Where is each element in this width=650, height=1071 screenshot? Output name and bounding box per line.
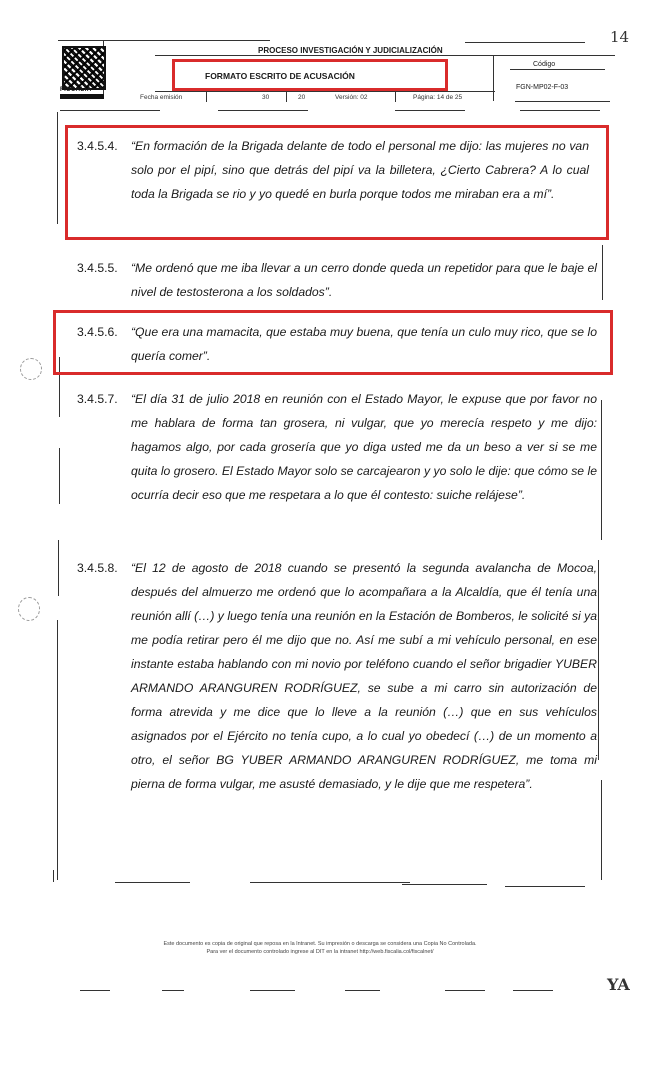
margin-line (598, 560, 599, 760)
header-line (100, 40, 270, 41)
header-divider (206, 92, 207, 102)
logo-bar (60, 94, 104, 99)
header-line (520, 110, 600, 111)
header-divider (395, 92, 396, 102)
footer-line (513, 990, 553, 991)
margin-line (57, 112, 58, 224)
footer-line (80, 990, 110, 991)
punch-hole-mark (18, 597, 40, 621)
list-item (77, 134, 589, 206)
margin-line (58, 540, 59, 596)
footer-disclaimer (100, 940, 540, 956)
footer-line-1: Este documento es copia de original que reposa en la Intranet. Su impresión o descarga se considera una Copia No Controlada. (163, 941, 477, 947)
pagina-label: Página: 14 de 25 (413, 94, 463, 101)
footer-line (250, 882, 410, 883)
handwritten-page-number: 14 (610, 28, 630, 46)
margin-line (601, 400, 602, 540)
margin-line (601, 780, 602, 880)
fecha-day: 30 (262, 94, 270, 101)
header-line (218, 110, 308, 111)
list-item (77, 556, 597, 796)
footer-line (505, 886, 585, 887)
list-item (77, 256, 597, 304)
version-label: Versión: 02 (335, 94, 368, 101)
item-text: “Me ordenó que me iba llevar a un cerro donde queda un repetidor para que le baje el nivel de testosterona a los soldados”. (131, 261, 597, 299)
form-title: FORMATO ESCRITO DE ACUSACIÓN (205, 71, 355, 81)
fiscalia-logo (62, 46, 106, 90)
footer-line (115, 882, 190, 883)
item-text: “Que era una mamacita, que estaba muy buena, que tenía un culo muy rico, que se lo quería comer”. (131, 325, 597, 363)
item-number: 3.4.5.4. (77, 139, 118, 153)
item-number: 3.4.5.8. (77, 561, 118, 575)
footer-line (345, 990, 380, 991)
footer-line (402, 884, 487, 885)
header-line (465, 42, 585, 43)
handwritten-initials: YA (607, 975, 630, 994)
codigo-label: Código (533, 61, 556, 68)
fecha-year: 20 (298, 94, 306, 101)
margin-line (602, 245, 603, 300)
header-line (60, 110, 160, 111)
fecha-label: Fecha emisión (140, 94, 183, 101)
item-number: 3.4.5.5. (77, 261, 118, 275)
margin-line (59, 448, 60, 504)
item-text: “En formación de la Brigada delante de todo el personal me dijo: las mujeres no van solo por el pipí, sino que detrás del pipí va la billetera, ¿Cierto Cabrera? A lo cual toda la Brigada se rio y yo quedé en burla porque todos me miraban era a mí”. (131, 139, 589, 201)
header-divider (493, 55, 494, 101)
item-text: “El 12 de agosto de 2018 cuando se presentó la segunda avalancha de Mocoa, después del almuerzo me ordenó que lo acompañara a la Alcaldía, que él tenía una reunión allí (…) y luego tenía una reunión en la Estación de Bomberos, le solicité si ya me podía retirar pero él me dijo que no. Así me subí a mi vehículo personal, en ese instante estaba hablando con mi novio por teléfono cuando el señor brigadier YUBER ARMANDO ARANGUREN RODRÍGUEZ, se sube a mi carro sin autorización de forma atrevida y me dice que lo lleve a la reunión (…) que en sus vehículos asignados por el Ejército no tenía cupo, a lo cual yo obedecí (…) de un momento a otro, el señor BG YUBER ARMANDO ARANGUREN RODRÍGUEZ, me toma mi pierna de forma vulgar, me asusté demasiado, y le dije que me respetera”. (131, 561, 597, 791)
item-number: 3.4.5.6. (77, 325, 118, 339)
header-line (510, 69, 605, 70)
codigo-value: FGN-MP02-F-03 (516, 84, 569, 91)
process-title: PROCESO INVESTIGACIÓN Y JUDICIALIZACIÓN (258, 46, 443, 55)
footer-line (445, 990, 485, 991)
item-number: 3.4.5.7. (77, 392, 118, 406)
punch-hole-mark (20, 358, 42, 380)
header-divider (286, 92, 287, 102)
item-text: “El día 31 de julio 2018 en reunión con el Estado Mayor, le expuse que por favor no me hablara de forma tan grosera, ni vulgar, que yo merecía respeto y me dijo: hagamos algo, por cada grosería que yo diga usted me da un beso a ver si se me quita lo grosero. El Estado Mayor solo se carcajearon y yo solo le dije: que cómo se le ocurría decir eso que me respetara a lo que él contesto: suiche relájese”. (131, 392, 597, 502)
footer-line-2: Para ver el documento controlado ingrese al DIT en la intranet http://web.fiscalia.col/fiscalnet/ (206, 949, 434, 955)
header-line (515, 101, 610, 102)
footer-line (162, 990, 184, 991)
header-line (395, 110, 465, 111)
header-line (155, 55, 615, 56)
margin-line (53, 870, 54, 882)
margin-line (57, 620, 58, 880)
footer-line (250, 990, 295, 991)
list-item (77, 387, 597, 507)
list-item (77, 320, 597, 368)
logo-text: FISCALÍA (60, 87, 92, 93)
